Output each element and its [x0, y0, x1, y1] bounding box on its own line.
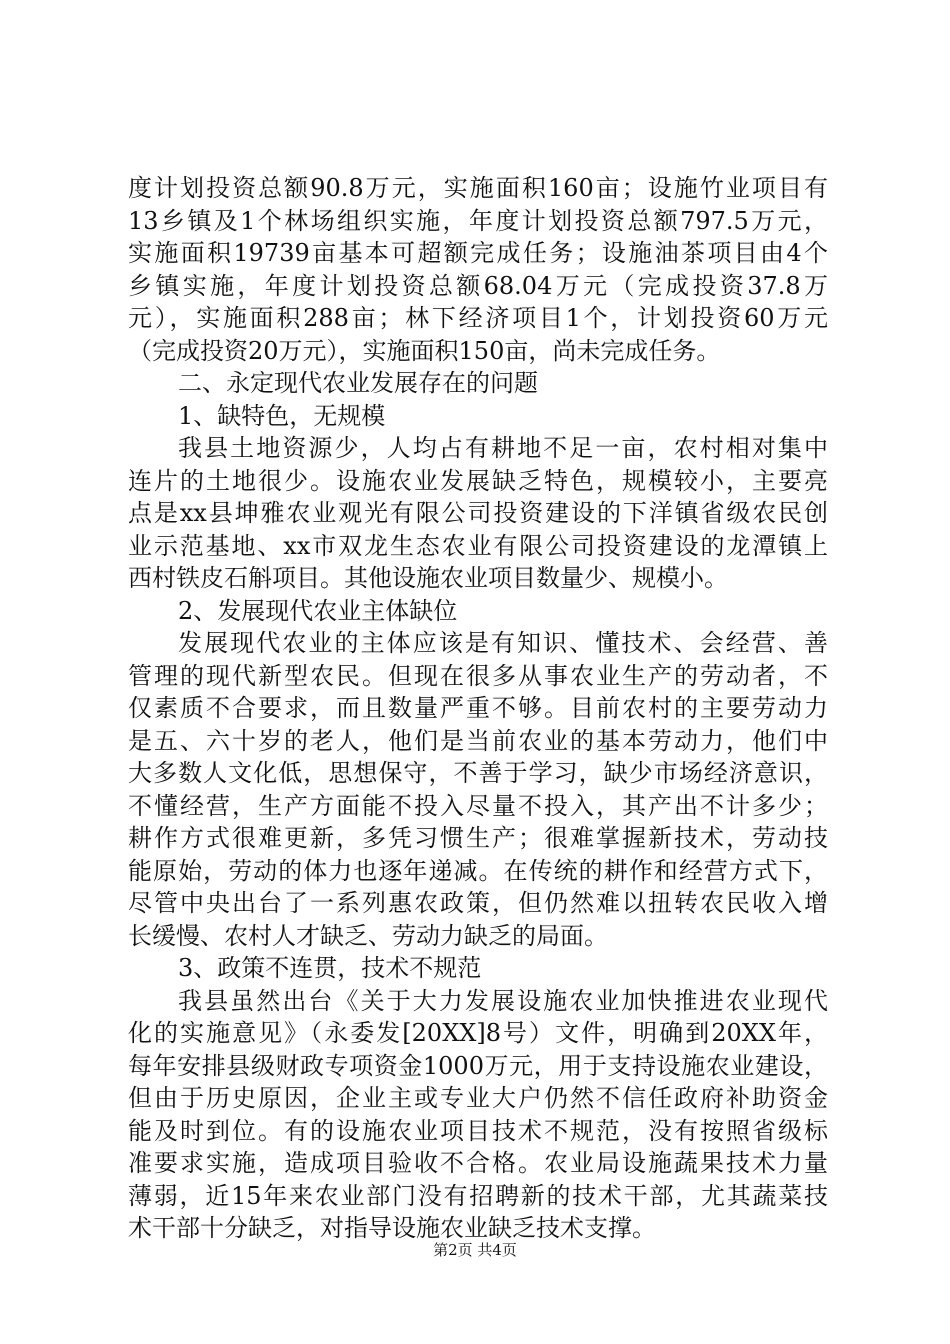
text-line: 业示范基地、xx市双龙生态农业有限公司投资建设的龙潭镇上 [128, 531, 828, 560]
text-line: 西村铁皮石斛项目。其他设施农业项目数量少、规模小。 [128, 564, 728, 592]
subsection-heading: 2、发展现代农业主体缺位 [178, 596, 458, 625]
subsection-heading: 1、缺特色，无规模 [178, 401, 386, 430]
text-line: 准要求实施，造成项目验收不合格。农业局设施蔬果技术力量 [128, 1149, 828, 1177]
text-line: 实施面积19739亩基本可超额完成任务；设施油茶项目由4个 [128, 239, 828, 267]
text-line: 仅素质不合要求，而且数量严重不够。目前农村的主要劳动力 [128, 694, 828, 722]
text-line: 发展现代农业的主体应该是有知识、懂技术、会经营、善 [178, 629, 828, 657]
text-line: 但由于历史原因，企业主或专业大户仍然不信任政府补助资金 [128, 1084, 828, 1112]
text-line: （完成投资20万元），实施面积150亩，尚未完成任务。 [128, 336, 721, 365]
text-line: 是五、六十岁的老人，他们是当前农业的基本劳动力，他们中 [128, 726, 828, 755]
text-line: 长缓慢、农村人才缺乏、劳动力缺乏的局面。 [128, 921, 608, 950]
text-line: 我县土地资源少，人均占有耕地不足一亩，农村相对集中 [178, 434, 828, 462]
text-line: 尽管中央出台了一系列惠农政策，但仍然难以扭转农民收入增 [128, 889, 828, 917]
text-line: 管理的现代新型农民。但现在很多从事农业生产的劳动者，不 [128, 661, 828, 690]
text-line: 能及时到位。有的设施农业项目技术不规范，没有按照省级标 [128, 1116, 828, 1145]
text-line: 我县虽然出台《关于大力发展设施农业加快推进农业现代 [178, 986, 828, 1015]
text-line: 点是xx县坤雅农业观光有限公司投资建设的下洋镇省级农民创 [128, 499, 828, 527]
text-line: 13乡镇及1个林场组织实施，年度计划投资总额797.5万元， [128, 206, 828, 235]
body-text [0, 172, 950, 1245]
subsection-heading: 3、政策不连贯，技术不规范 [178, 954, 482, 982]
text-line: 乡镇实施，年度计划投资总额68.04万元（完成投资37.8万 [128, 271, 828, 300]
text-line: 耕作方式很难更新，多凭习惯生产；很难掌握新技术，劳动技 [128, 824, 828, 852]
text-line: 元），实施面积288亩；林下经济项目1个，计划投资60万元 [128, 304, 828, 332]
text-line: 度计划投资总额90.8万元，实施面积160亩；设施竹业项目有 [128, 174, 828, 202]
text-line: 能原始，劳动的体力也逐年递减。在传统的耕作和经营方式下， [128, 856, 828, 885]
text-line: 术干部十分缺乏，对指导设施农业缺乏技术支撑。 [128, 1214, 656, 1242]
text-line: 不懂经营，生产方面能不投入尽量不投入，其产出不计多少； [128, 791, 828, 820]
text-line: 连片的土地很少。设施农业发展缺乏特色，规模较小，主要亮 [128, 466, 828, 495]
page-footer [0, 1240, 950, 1260]
text-line: 薄弱，近15年来农业部门没有招聘新的技术干部，尤其蔬菜技 [128, 1181, 828, 1210]
section-heading: 二、永定现代农业发展存在的问题 [178, 369, 538, 397]
page-number: 第2页 共4页 [433, 1241, 517, 1259]
text-line: 大多数人文化低，思想保守，不善于学习，缺少市场经济意识， [128, 759, 828, 787]
text-line: 每年安排县级财政专项资金1000万元，用于支持设施农业建设， [128, 1051, 828, 1080]
text-line: 化的实施意见》（永委发[20XX]8号）文件，明确到20XX年， [128, 1019, 828, 1047]
